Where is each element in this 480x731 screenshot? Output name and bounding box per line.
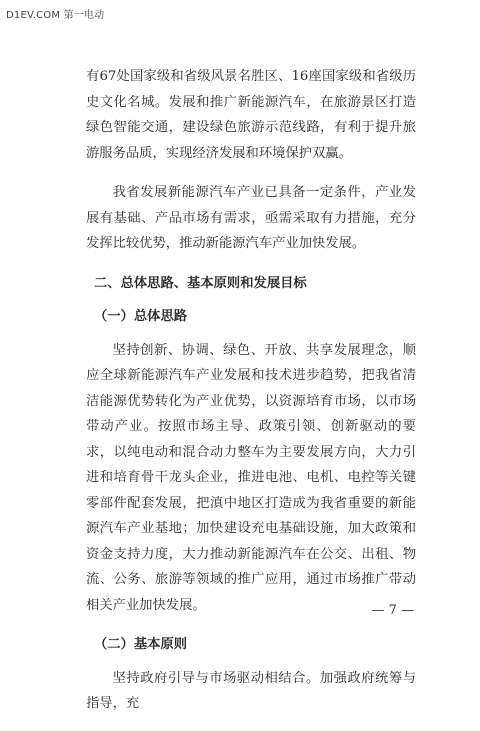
subheading-overall-approach: （一）总体思路 <box>93 309 188 324</box>
subheading-basic-principles: （二）基本原则 <box>93 637 188 652</box>
document-page <box>86 64 416 731</box>
section-heading-2: 二、总体思路、基本原则和发展目标 <box>93 275 307 291</box>
paragraph-overall-approach: 坚持创新、协调、绿色、开放、共享发展理念，顺应全球新能源汽车产业发展和技术进步趋势，把我省清洁能源优势转化为产业优势，以资源培育市场，以市场带动产业。按照市场主导、政策引领、创新驱动的要求，以纯电动和混合动力整车为主要发展方向，大力引进和培育骨干龙头企业，推进电池、电机、电控等关键零部件配套发展，把滇中地区打造成为我省重要的新能源汽车产业基地；加快建设充电基础设施，加大政策和资金支持力度，大力推动新能源汽车在公交、出租、物流、公务、旅游等领域的推广应用，通过市场推广带动相关产业加快发展。 <box>86 342 416 613</box>
paragraph-tourism: 有67处国家级和省级风景名胜区、16座国家级和省级历史文化名城。发展和推广新能源汽车，在旅游景区打造绿色智能交通，建设绿色旅游示范线路，有利于提升旅游服务品质，实现经济发展和环境保护双赢。 <box>86 69 416 161</box>
paragraph-principle-1: 坚持政府引导与市场驱动相结合。加强政府统筹与指导，充 <box>86 670 416 711</box>
page-number: — 7 — <box>371 603 414 618</box>
watermark-text: D1EV.COM 第一电动 <box>6 10 105 21</box>
paragraph-industry-conditions: 我省发展新能源汽车产业已具备一定条件，产业发展有基础、产品市场有需求，亟需采取有力措施，充分发挥比较优势，推动新能源汽车产业加快发展。 <box>86 185 416 251</box>
